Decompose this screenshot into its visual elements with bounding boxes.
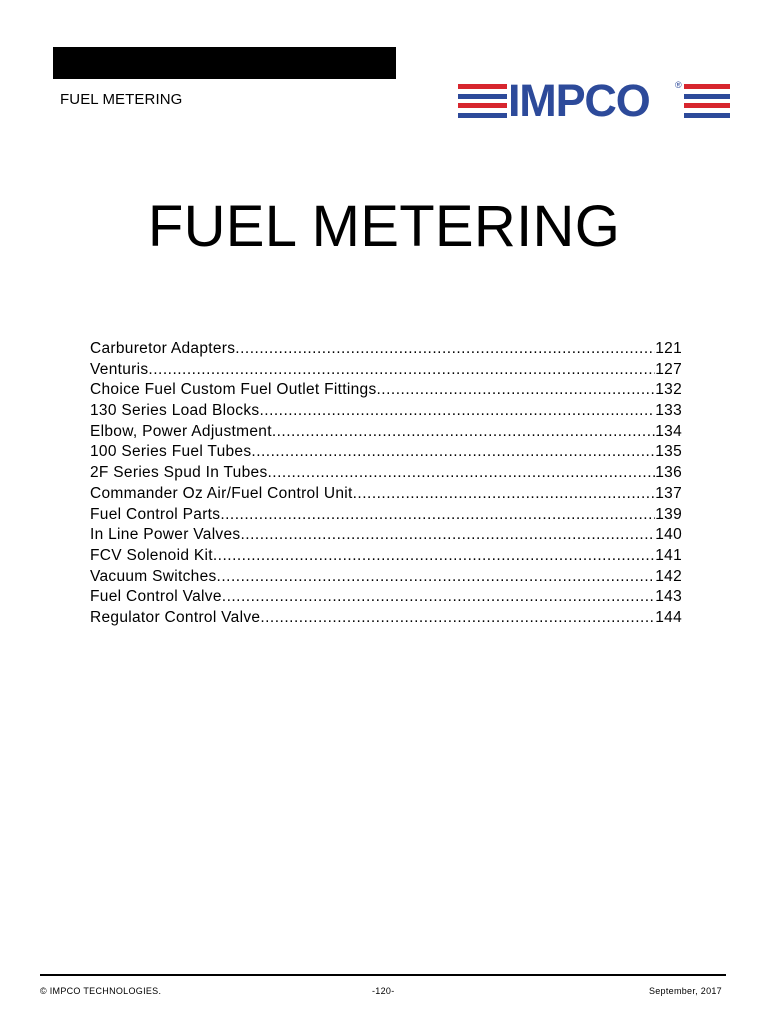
toc-entry[interactable] (90, 340, 682, 361)
toc-entry-title: Choice Fuel Custom Fuel Outlet Fittings (90, 381, 377, 399)
toc-entry-page: 141 (655, 546, 682, 564)
toc-entry-page: 144 (655, 608, 682, 626)
footer-page-number: -120- (372, 986, 395, 996)
footer-date: September, 2017 (648, 986, 722, 996)
toc-entry-page: 139 (655, 505, 682, 523)
toc-leader-dots (268, 464, 656, 482)
toc-entry[interactable] (90, 568, 682, 589)
toc-entry-page: 121 (655, 340, 682, 357)
footer-copyright: © IMPCO TECHNOLOGIES. (40, 986, 162, 996)
toc-entry-page: 140 (655, 526, 682, 544)
toc-entry[interactable] (90, 485, 682, 506)
toc-entry[interactable] (90, 506, 682, 527)
toc-entry-title: 2F Series Spud In Tubes (90, 464, 268, 482)
toc-entry-title: Regulator Control Valve (90, 608, 261, 626)
toc-entry[interactable] (90, 588, 682, 609)
toc-entry-title: Elbow, Power Adjustment (90, 422, 272, 440)
section-label: FUEL METERING (60, 91, 183, 108)
toc-leader-dots (260, 609, 655, 627)
toc-entry[interactable] (90, 423, 682, 444)
toc-leader-dots (353, 485, 656, 503)
toc-entry-title: Carburetor Adapters (90, 340, 236, 357)
toc-entry[interactable] (90, 361, 682, 382)
toc-entry-page: 132 (655, 381, 682, 399)
toc-entry-title: Commander Oz Air/Fuel Control Unit (90, 484, 353, 502)
toc-entry[interactable] (90, 526, 682, 547)
toc-leader-dots (222, 588, 655, 606)
toc-leader-dots (235, 340, 655, 358)
page-title: FUEL METERING (147, 194, 621, 259)
toc-leader-dots (240, 526, 655, 544)
toc-leader-dots (220, 506, 655, 524)
toc-leader-dots (272, 423, 655, 441)
toc-entry-page: 127 (655, 360, 682, 378)
toc-entry-title: Venturis (90, 360, 149, 378)
toc-entry-title: In Line Power Valves (90, 526, 241, 544)
toc-entry-page: 136 (655, 464, 682, 482)
logo-stripes-right (684, 84, 730, 118)
toc-leader-dots (259, 402, 655, 420)
impco-logo (456, 75, 732, 126)
registered-mark: ® (675, 80, 682, 90)
toc-leader-dots (148, 361, 655, 379)
toc-entry[interactable] (90, 402, 682, 423)
toc-entry[interactable] (90, 609, 682, 630)
toc-entry-page: 134 (655, 422, 682, 440)
toc-entry[interactable] (90, 464, 682, 485)
toc-leader-dots (377, 381, 656, 399)
toc-entry-page: 142 (655, 567, 682, 585)
toc-entry-title: 130 Series Load Blocks (90, 402, 260, 420)
toc-entry-title: Fuel Control Parts (90, 505, 221, 523)
table-of-contents (90, 340, 682, 630)
toc-entry-title: Vacuum Switches (90, 567, 217, 585)
header-black-bar (53, 47, 396, 79)
toc-leader-dots (213, 547, 655, 565)
toc-leader-dots (217, 568, 656, 586)
toc-leader-dots (251, 443, 655, 461)
toc-entry[interactable] (90, 547, 682, 568)
toc-entry-title: FCV Solenoid Kit (90, 546, 213, 564)
footer-rule (40, 974, 726, 976)
toc-entry-title: 100 Series Fuel Tubes (90, 443, 252, 461)
toc-entry[interactable] (90, 443, 682, 464)
toc-entry-title: Fuel Control Valve (90, 588, 222, 606)
toc-entry-page: 143 (655, 588, 682, 606)
toc-entry-page: 133 (655, 402, 682, 420)
toc-entry[interactable] (90, 381, 682, 402)
logo-stripes-left (458, 84, 507, 118)
toc-entry-page: 137 (655, 484, 682, 502)
logo-text: IMPCO (508, 75, 650, 126)
toc-entry-page: 135 (655, 443, 682, 461)
